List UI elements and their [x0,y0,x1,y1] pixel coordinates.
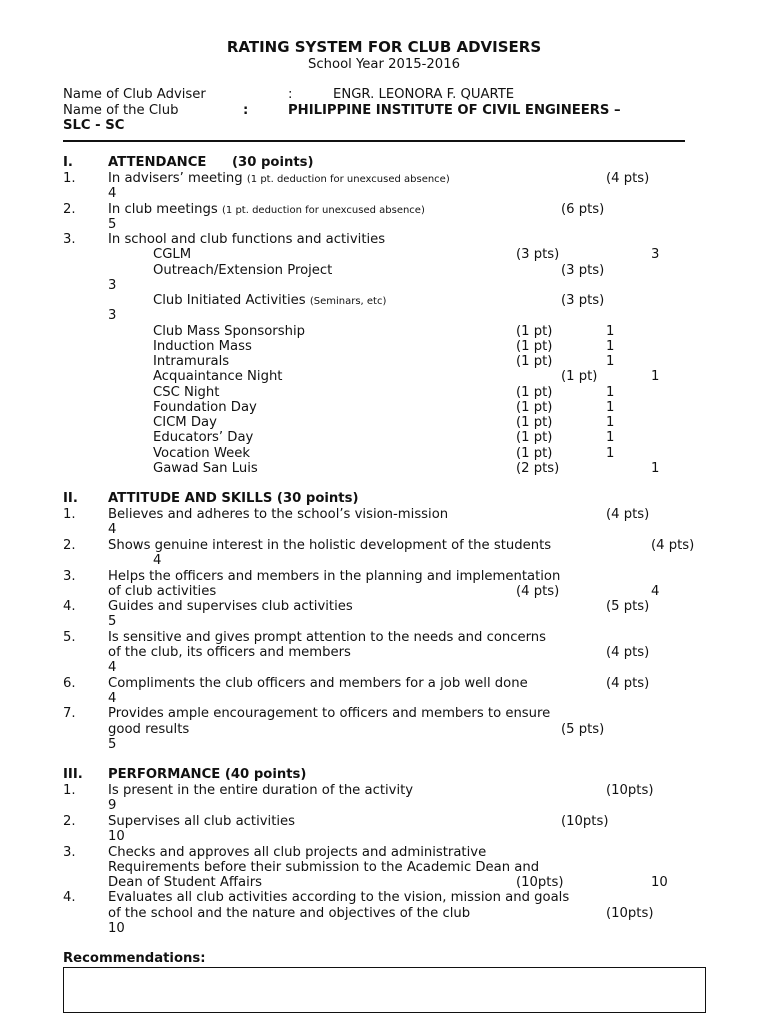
item-pts: (4 pts) [606,676,650,691]
subitem-text: Gawad San Luis [153,461,258,476]
item-num: 1. [63,171,76,186]
subitem-pts: (1 pt) [516,385,553,400]
item-text: Helps the officers and members in the planning and implementation [108,569,561,584]
item-text: Compliments the club officers and members for a job well done [108,676,528,691]
club-label: Name of the Club [63,103,179,118]
club-colon: : [243,103,249,118]
subitem-text: CGLM [153,247,192,262]
item-pts: (6 pts) [561,202,605,217]
item-num: 2. [63,538,76,553]
subitem-pts: (1 pt) [561,369,598,384]
subitem-score: 3 [651,247,660,262]
item-text: Checks and approves all club projects and administrative [108,845,487,860]
item-pts: (4 pts) [606,507,650,522]
section-num: III. [63,767,83,782]
section-num: II. [63,491,78,506]
subitem-score: 1 [606,400,615,415]
section-title: ATTITUDE AND SKILLS (30 points) [108,491,359,506]
item-text: In school and club functions and activities [108,232,386,247]
subitem-score: 1 [606,430,615,445]
adviser-name: ENGR. LEONORA F. QUARTE [333,87,515,102]
item-pts: (10pts) [516,875,564,890]
item-num: 4. [63,890,76,905]
subitem-score: 1 [606,339,615,354]
subitem-text: Club Initiated Activities (Seminars, etc) [153,293,387,308]
item-score: 5 [108,737,117,752]
subitem-pts: (1 pt) [516,415,553,430]
subitem-score: 1 [606,385,615,400]
item-num: 6. [63,676,76,691]
item-note: (1 pt. deduction for unexcused absence) [222,205,425,216]
item-score: 10 [108,829,125,844]
item-score: 10 [651,875,668,890]
item-text: Shows genuine interest in the holistic development of the students [108,538,552,553]
item-score: 4 [108,186,117,201]
item-num: 1. [63,783,76,798]
subitem-note: (Seminars, etc) [309,296,387,307]
item-score: 5 [108,614,117,629]
section-title: ATTENDANCE [108,155,207,170]
item-pts: (10pts) [561,814,609,829]
item-pts: (5 pts) [606,599,650,614]
subitem-pts: (3 pts) [561,263,605,278]
item-text: In advisers’ meeting (1 pt. deduction for unexcused absence) [108,171,450,186]
item-score: 4 [108,522,117,537]
recommendations-box[interactable] [63,967,706,1013]
subitem-text: Acquaintance Night [153,369,283,384]
item-text-cont: Dean of Student Affairs [108,875,263,890]
item-text: Supervises all club activities [108,814,296,829]
item-num: 3. [63,569,76,584]
item-text-cont: good results [108,722,190,737]
item-pts: (4 pts) [606,171,650,186]
item-pts: (10pts) [606,783,654,798]
item-num: 5. [63,630,76,645]
item-score: 4 [153,553,162,568]
item-pts: (4 pts) [606,645,650,660]
subitem-score: 1 [606,324,615,339]
item-num: 2. [63,814,76,829]
item-text: Evaluates all club activities according to the vision, mission and goals [108,890,570,905]
section-title: PERFORMANCE (40 points) [108,767,307,782]
subitem-score: 3 [108,308,117,323]
subitem-pts: (3 pts) [561,293,605,308]
adviser-colon: : [288,87,293,102]
item-pts: (4 pts) [651,538,695,553]
subitem-pts: (1 pt) [516,339,553,354]
subitem-text: Intramurals [153,354,230,369]
item-score: 5 [108,217,117,232]
subitem-text: Outreach/Extension Project [153,263,333,278]
subitem-score: 1 [651,369,660,384]
adviser-label: Name of Club Adviser [63,87,206,102]
subitem-text: CICM Day [153,415,217,430]
item-score: 4 [108,660,117,675]
item-text: Guides and supervises club activities [108,599,353,614]
section-points: (30 points) [232,155,314,170]
item-pts: (4 pts) [516,584,560,599]
header-rule [63,140,685,142]
item-text: Is present in the entire duration of the activity [108,783,414,798]
subitem-score: 1 [651,461,660,476]
item-text-cont: of the school and the nature and objectives of the club [108,906,471,921]
subitem-pts: (3 pts) [516,247,560,262]
item-num: 3. [63,232,76,247]
item-score: 10 [108,921,125,936]
item-note: (1 pt. deduction for unexcused absence) [246,174,450,185]
item-score: 4 [108,691,117,706]
club-name-cont: SLC - SC [63,118,125,133]
subitem-text: Club Mass Sponsorship [153,324,305,339]
subitem-pts: (1 pt) [516,430,553,445]
item-text-cont: of club activities [108,584,217,599]
item-text: In club meetings (1 pt. deduction for unexcused absence) [108,202,425,217]
school-year: School Year 2015-2016 [308,57,460,72]
subitem-pts: (2 pts) [516,461,560,476]
item-score: 9 [108,798,117,813]
item-text: Provides ample encouragement to officers and members to ensure [108,706,551,721]
section-num: I. [63,155,73,170]
item-num: 7. [63,706,76,721]
item-text-cont: of the club, its officers and members [108,645,351,660]
subitem-score: 1 [606,446,615,461]
subitem-score: 1 [606,415,615,430]
club-name: PHILIPPINE INSTITUTE OF CIVIL ENGINEERS – [288,103,621,118]
subitem-pts: (1 pt) [516,446,553,461]
item-pts: (10pts) [606,906,654,921]
item-num: 1. [63,507,76,522]
recommendations-label: Recommendations: [63,951,206,966]
subitem-text: Induction Mass [153,339,252,354]
item-num: 2. [63,202,76,217]
subitem-text: Educators’ Day [153,430,254,445]
item-text: Believes and adheres to the school’s vision-mission [108,507,449,522]
item-text-cont: Requirements before their submission to the Academic Dean and [108,860,540,875]
subitem-score: 3 [108,278,117,293]
item-score: 4 [651,584,660,599]
item-pts: (5 pts) [561,722,605,737]
item-text: Is sensitive and gives prompt attention to the needs and concerns [108,630,547,645]
document-title: RATING SYSTEM FOR CLUB ADVISERS [226,38,542,56]
subitem-text: CSC Night [153,385,220,400]
item-num: 4. [63,599,76,614]
subitem-pts: (1 pt) [516,354,553,369]
subitem-score: 1 [606,354,615,369]
subitem-pts: (1 pt) [516,400,553,415]
subitem-text: Foundation Day [153,400,257,415]
subitem-pts: (1 pt) [516,324,553,339]
subitem-text: Vocation Week [153,446,250,461]
item-num: 3. [63,845,76,860]
